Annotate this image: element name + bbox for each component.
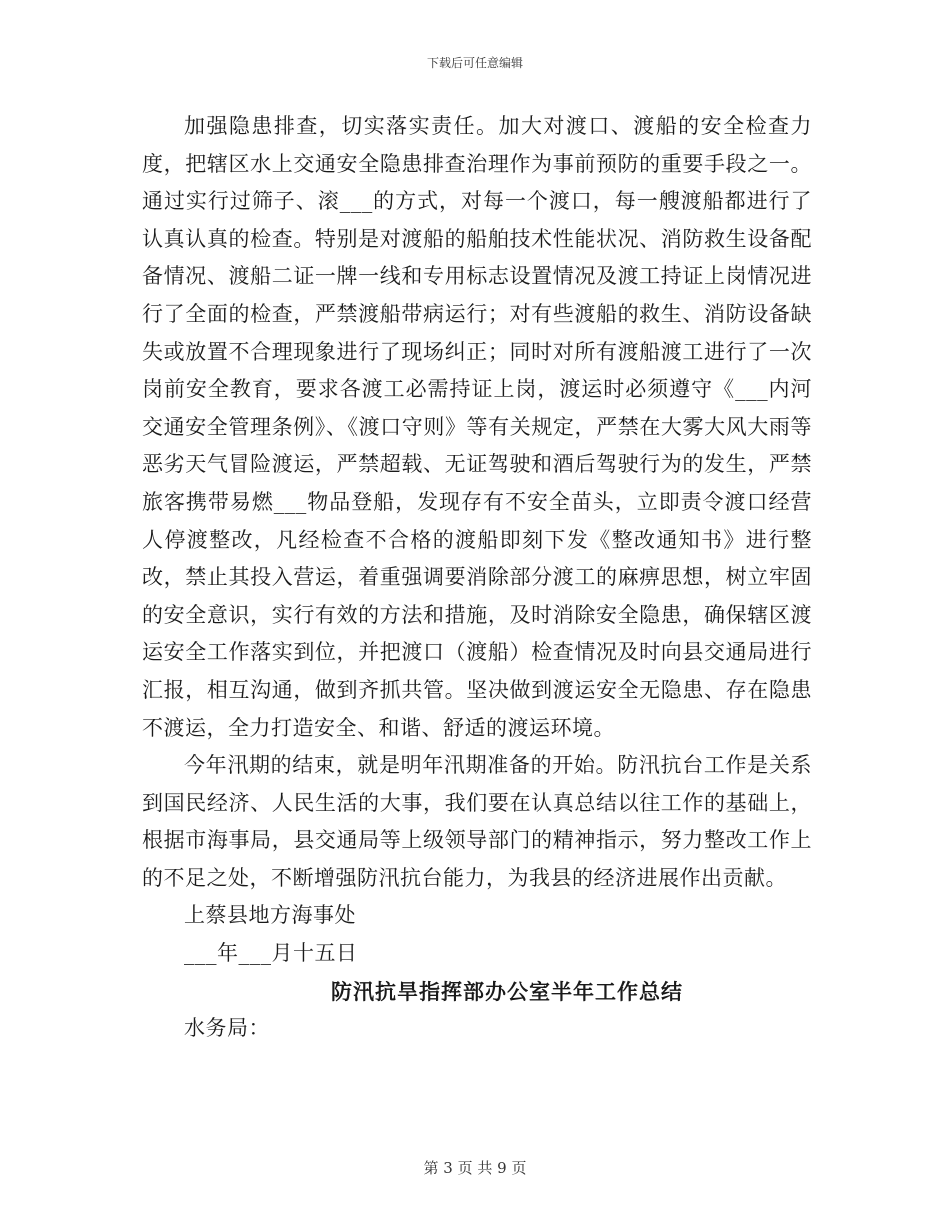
paragraph-hazard-inspection: 加强隐患排查，切实落实责任。加大对渡口、渡船的安全检查力度，把辖区水上交通安全隐患排查治理作为事前预防的重要手段之一。通过实行过筛子、滚___的方式，对每一个渡口，每一艘渡船都进行了认真认真的检查。特别是对渡船的船舶技术性能状况、消防救生设备配备情况、渡船二证一牌一线和专用标志设置情况及渡工持证上岗情况进行了全面的检查，严禁渡船带病运行；对有些渡船的救生、消防设备缺失或放置不合理现象进行了现场纠正；同时对所有渡船渡工进行了一次岗前安全教育，要求各渡工必需持证上岗，渡运时必须遵守《___内河交通安全管理条例》、《渡口守则》等有关规定，严禁在大雾大风大雨等恶劣天气冒险渡运，严禁超载、无证驾驶和酒后驾驶行为的发生，严禁旅客携带易燃___物品登船，发现存有不安全苗头，立即责令渡口经营人停渡整改，凡经检查不合格的渡船即刻下发《整改通知书》进行整改，禁止其投入营运，着重强调要消除部分渡工的麻痹思想，树立牢固的安全意识，实行有效的方法和措施，及时消除安全隐患，确保辖区渡运安全工作落实到位，并把渡口（渡船）检查情况及时向县交通局进行汇报，相互沟通，做到齐抓共管。坚决做到渡运安全无隐患、存在隐患不渡运，全力打造安全、和谐、舒适的渡运环境。: [142, 114, 812, 740]
paragraph-flood-season: 今年汛期的结束，就是明年汛期准备的开始。防汛抗台工作是关系到国民经济、人民生活的大事，我们要在认真总结以往工作的基础上，根据市海事局，县交通局等上级领导部门的精神指示，努力整改工作上的不足之处，不断增强防汛抗台能力，为我县的经济进展作出贡献。: [142, 753, 812, 890]
signature-org: 上蔡县地方海事处: [184, 903, 356, 928]
document-body: [142, 108, 812, 1048]
page-header: 下载后可任意编辑: [426, 56, 523, 70]
signature-date: ___年___月十五日: [184, 941, 358, 966]
salutation: 水务局：: [184, 1016, 270, 1041]
section-title: 防汛抗旱指挥部办公室半年工作总结: [331, 978, 683, 1004]
page-footer: 第 3 页 共 9 页: [423, 1159, 527, 1177]
